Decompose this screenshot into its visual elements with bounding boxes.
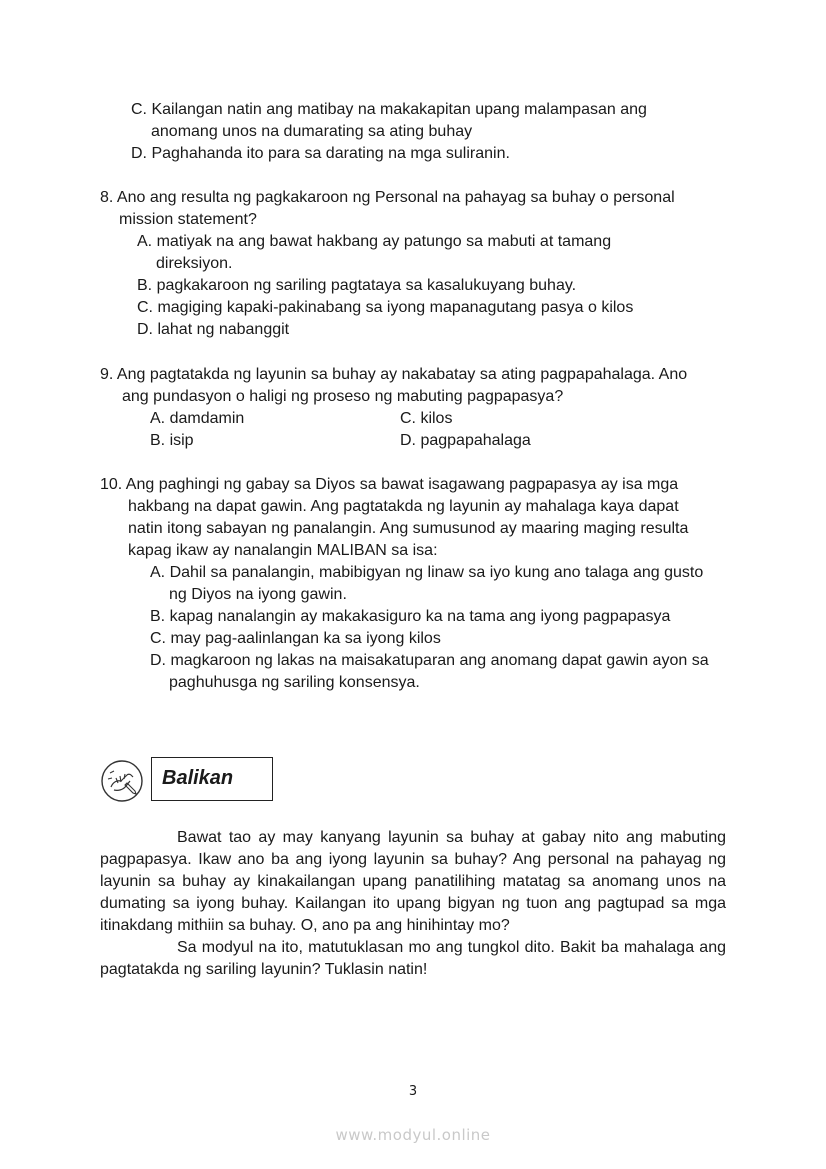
- page-number: 3: [408, 1084, 418, 1099]
- q10-stem-line2: hakbang na dapat gawin. Ang pagtatakda ng layunin ay mahalaga kaya dapat: [128, 498, 679, 515]
- q9-choice-a: A. damdamin: [150, 410, 245, 427]
- q10-choice-d-line2: paghuhusga ng sariling konsensya.: [169, 674, 420, 691]
- q9-stem-line1: 9. Ang pagtatakda ng layunin sa buhay ay nakabatay sa ating pagpapahalaga. Ano: [100, 366, 688, 383]
- section-title: Balikan: [162, 767, 234, 789]
- section-title-box: [151, 757, 273, 801]
- prev-choice-d: D. Paghahanda ito para sa darating na mga suliranin.: [131, 145, 510, 162]
- q9-choice-c: C. kilos: [400, 410, 453, 427]
- watermark: www.modyul.online: [335, 1126, 491, 1144]
- prev-choice-c-line2: anomang unos na dumarating sa ating buhay: [151, 123, 473, 140]
- q9-choice-b: B. isip: [150, 432, 194, 449]
- q8-stem-line1: 8. Ano ang resulta ng pagkakaroon ng Personal na pahayag sa buhay o personal: [100, 189, 675, 206]
- q8-choice-a-line1: A. matiyak na ang bawat hakbang ay patungo sa mabuti at tamang: [137, 233, 612, 250]
- balikan-paragraph-1: Bawat tao ay may kanyang layunin sa buhay at gabay nito ang mabuting pagpapasya. Ikaw ano ba ang iyong layunin sa buhay? Ang personal na pahayag ng layunin sa buhay ay kinakailangan upang panatilihing matatag sa anomang unos na dumating sa iyong buhay. Kailangan ito upang bigyan ng tuon ang pagtupad sa mga itinakdang mithiin sa buhay. O, ano pa ang hinihintay mo?: [100, 829, 726, 934]
- q10-choice-a-line2: ng Diyos na iyong gawin.: [169, 586, 347, 603]
- balikan-paragraph-2: Sa modyul na ito, matutuklasan mo ang tungkol dito. Bakit ba mahalaga ang pagtatakda ng sariling layunin? Tuklasin natin!: [100, 939, 726, 978]
- q9-stem-line2: ang pundasyon o haligi ng proseso ng mabuting pagpapasya?: [122, 388, 564, 405]
- q10-choice-d-line1: D. magkaroon ng lakas na maisakatuparan ang anomang dapat gawin ayon sa: [150, 652, 709, 669]
- q8-choice-b: B. pagkakaroon ng sariling pagtataya sa kasalukuyang buhay.: [137, 277, 577, 294]
- q8-choice-a-line2: direksiyon.: [156, 255, 233, 272]
- prev-choice-c-line1: C. Kailangan natin ang matibay na makakapitan upang malampasan ang: [131, 101, 647, 118]
- q8-stem-line2: mission statement?: [119, 211, 257, 228]
- q10-choice-c: C. may pag-aalinlangan ka sa iyong kilos: [150, 630, 441, 647]
- q10-stem-line1: 10. Ang paghingi ng gabay sa Diyos sa bawat isagawang pagpapasya ay isa mga: [100, 476, 679, 493]
- q10-stem-line3: natin itong sabayan ng panalangin. Ang sumusunod ay maaring maging resulta: [128, 520, 689, 537]
- q10-stem-line4: kapag ikaw ay nanalangin MALIBAN sa isa:: [128, 542, 438, 559]
- q8-choice-d: D. lahat ng nabanggit: [137, 321, 290, 338]
- q10-choice-a-line1: A. Dahil sa panalangin, mabibigyan ng linaw sa iyo kung ano talaga ang gusto: [150, 564, 704, 581]
- q9-choice-d: D. pagpapahalaga: [400, 432, 531, 449]
- q10-choice-b: B. kapag nanalangin ay makakasiguro ka na tama ang iyong pagpapasya: [150, 608, 671, 625]
- hand-with-pencil-icon: [100, 759, 144, 803]
- q8-choice-c: C. magiging kapaki-pakinabang sa iyong mapanagutang pasya o kilos: [137, 299, 634, 316]
